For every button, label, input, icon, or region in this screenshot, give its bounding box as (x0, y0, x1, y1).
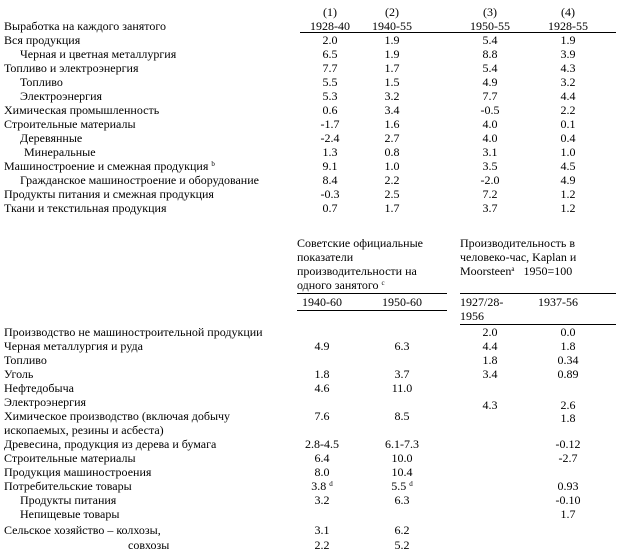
row-label-header: Выработка на каждого занятого (4, 19, 167, 33)
row-label: Ткани и текстильная продукция (4, 201, 167, 215)
cell: 10.4 (391, 465, 413, 479)
row-label: Черная и цветная металлургия (20, 47, 177, 61)
cell: 4.5 (560, 159, 576, 173)
cell: 3.2 (560, 75, 576, 89)
cell: 0.8 (384, 145, 400, 159)
cell: 0.7 (322, 201, 338, 215)
cell: 2.5 (384, 187, 400, 201)
cell: 1.9 (384, 33, 400, 47)
cell: 3.1 (314, 523, 330, 537)
period-header-4: 1928-55 (548, 19, 588, 33)
cell: -2.0 (480, 173, 500, 187)
cell: 2.0 (482, 325, 498, 339)
period-header-1: 1940-60 (302, 295, 342, 309)
cell: 3.7 (482, 201, 498, 215)
cell: 4.3 (482, 398, 498, 412)
cell: 7.2 (482, 187, 498, 201)
group-rule-official (297, 293, 447, 294)
cell: 4.4 (482, 339, 498, 353)
cell: 8.5 (394, 409, 410, 423)
row-label: Электроэнергия (4, 395, 87, 409)
cell: 1.7 (560, 507, 576, 521)
cell: 3.9 (560, 47, 576, 61)
column-number-3: (3) (483, 5, 497, 19)
cell: 9.1 (322, 159, 338, 173)
cell: 1.8 (560, 411, 576, 425)
period-header-1: 1928-40 (310, 19, 350, 33)
cell: 6.3 (394, 339, 410, 353)
period-header-2: 1940-55 (372, 19, 412, 33)
column-number-4: (4) (561, 5, 575, 19)
group-header-line: Советские официальные (297, 236, 423, 250)
cell: 0.89 (557, 367, 579, 381)
cell: 1.3 (322, 145, 338, 159)
period-header-3: 1950-55 (470, 19, 510, 33)
cell: -0.5 (480, 103, 500, 117)
row-label: Древесина, продукция из дерева и бумага (4, 437, 217, 451)
cell: 1.9 (384, 47, 400, 61)
row-label: Топливо (4, 353, 47, 367)
group-header-line: производительности на (297, 264, 417, 278)
row-label: Потребительские товары (4, 479, 132, 493)
row-label: Сельское хозяйство – колхозы, (4, 523, 161, 537)
period-header-3-cont: 1956 (460, 309, 484, 323)
cell: -0.10 (555, 493, 581, 507)
row-label: Гражданское машиностроение и оборудование (20, 173, 259, 187)
period-header-4: 1937-56 (538, 295, 578, 309)
group-header-line: человеко-час, Kaplan и (460, 250, 577, 264)
cell: 1.7 (384, 201, 400, 215)
cell: 1.9 (560, 33, 576, 47)
cell: 1.8 (560, 339, 576, 353)
cell: 0.4 (560, 131, 576, 145)
cell: 3.5 (482, 159, 498, 173)
cell: 1.5 (384, 75, 400, 89)
footnote-marker: c (381, 279, 385, 287)
column-number-2: (2) (385, 5, 399, 19)
row-label: Непищевые товары (20, 507, 120, 521)
group-header-line: Производительность в (460, 236, 576, 250)
cell: 0.1 (560, 117, 576, 131)
cell: 1.8 (314, 367, 330, 381)
cell: 7.7 (482, 89, 498, 103)
cell: -0.12 (555, 437, 581, 451)
group-rule-kaplan (460, 293, 616, 294)
cell: 2.8-4.5 (305, 437, 339, 451)
cell: 4.9 (560, 173, 576, 187)
cell: 3.2 (384, 89, 400, 103)
row-label: Топливо и электроэнергия (4, 61, 139, 75)
cell: 3.7 (394, 367, 410, 381)
cell: 5.2 (394, 538, 410, 552)
cell: 1.6 (384, 117, 400, 131)
cell: 0.6 (322, 103, 338, 117)
cell: 4.3 (560, 61, 576, 75)
cell: 3.4 (384, 103, 400, 117)
row-label: совхозы (128, 538, 170, 552)
row-label: Химическая промышленность (4, 103, 160, 117)
row-label: Химическое производство (включая добычу (4, 409, 231, 423)
row-label: Продукция машиностроения (4, 465, 152, 479)
cell: 0.93 (557, 479, 579, 493)
cell: 2.2 (560, 103, 576, 117)
cell: 1.8 (482, 353, 498, 367)
cell: 4.0 (482, 131, 498, 145)
row-label: Топливо (20, 75, 63, 89)
cell: 8.4 (322, 173, 338, 187)
row-label: Уголь (4, 367, 34, 381)
cell: 7.6 (314, 409, 330, 423)
period-header-2: 1950-60 (382, 295, 422, 309)
row-label: ископаемых, резины и асбеста) (4, 423, 164, 437)
cell: 4.9 (482, 75, 498, 89)
cell: -0.3 (320, 187, 340, 201)
cell: 7.7 (322, 61, 338, 75)
cell: 6.1-7.3 (385, 437, 419, 451)
cell: 5.4 (482, 33, 498, 47)
cell: 1.7 (384, 61, 400, 75)
cell: 1.0 (384, 159, 400, 173)
cell: 1.2 (560, 187, 576, 201)
footnote-marker: b (211, 160, 215, 168)
cell: -1.7 (320, 117, 340, 131)
cell: 5.5 (322, 75, 338, 89)
cell: 4.6 (314, 381, 330, 395)
cell: -2.4 (320, 131, 340, 145)
cell: 4.9 (314, 339, 330, 353)
cell: 4.4 (560, 89, 576, 103)
period-rule-official (297, 310, 447, 311)
cell: 2.2 (384, 173, 400, 187)
cell: 8.8 (482, 47, 498, 61)
column-number-1: (1) (323, 5, 337, 19)
cell: 2.2 (314, 538, 330, 552)
cell: -2.7 (558, 451, 578, 465)
cell: 6.3 (394, 493, 410, 507)
footnote-marker: d (409, 480, 413, 488)
footnote-marker: d (329, 480, 333, 488)
cell: 4.0 (482, 117, 498, 131)
cell: 11.0 (391, 381, 413, 395)
cell: 5.5 $^d$ (391, 479, 413, 493)
cell: 3.1 (482, 145, 498, 159)
group-header-line: показатели (297, 250, 354, 264)
group-header-line: Moorsteen$^a$ 1950=100 (460, 264, 573, 278)
row-label: Нефтедобыча (4, 381, 74, 395)
cell: 6.2 (394, 523, 410, 537)
cell: 5.4 (482, 61, 498, 75)
cell: 0.34 (557, 353, 579, 367)
cell: 3.8 $^d$ (311, 479, 333, 493)
row-label: Строительные материалы (4, 117, 136, 131)
row-label: Машиностроение и смежная продукция $^b$ (4, 159, 215, 173)
row-label: Продукты питания (20, 493, 117, 507)
footnote-marker: a (511, 265, 515, 273)
cell: 1.2 (560, 201, 576, 215)
cell: 8.0 (314, 465, 330, 479)
group-header-line: одного занятого $^c$ (297, 278, 385, 292)
cell: 3.4 (482, 367, 498, 381)
row-label: Продукты питания и смежная продукция (4, 187, 214, 201)
cell: 2.6 (560, 398, 576, 412)
cell: 1.0 (560, 145, 576, 159)
cell: 0.0 (560, 325, 576, 339)
cell: 6.4 (314, 451, 330, 465)
row-label: Деревянные (20, 131, 83, 145)
cell: 3.2 (314, 493, 330, 507)
cell: 2.0 (322, 33, 338, 47)
cell: 5.3 (322, 89, 338, 103)
row-label: Черная металлургия и руда (4, 339, 143, 353)
cell: 10.0 (391, 451, 413, 465)
row-label: Электроэнергия (20, 89, 103, 103)
row-label: Строительные материалы (4, 451, 136, 465)
cell: 2.7 (384, 131, 400, 145)
row-label: Минеральные (24, 145, 96, 159)
row-label: Производство не машиностроительной продукции (4, 325, 263, 339)
period-header-3: 1927/28- (460, 295, 504, 309)
cell: 6.5 (322, 47, 338, 61)
row-label: Вся продукция (4, 33, 81, 47)
